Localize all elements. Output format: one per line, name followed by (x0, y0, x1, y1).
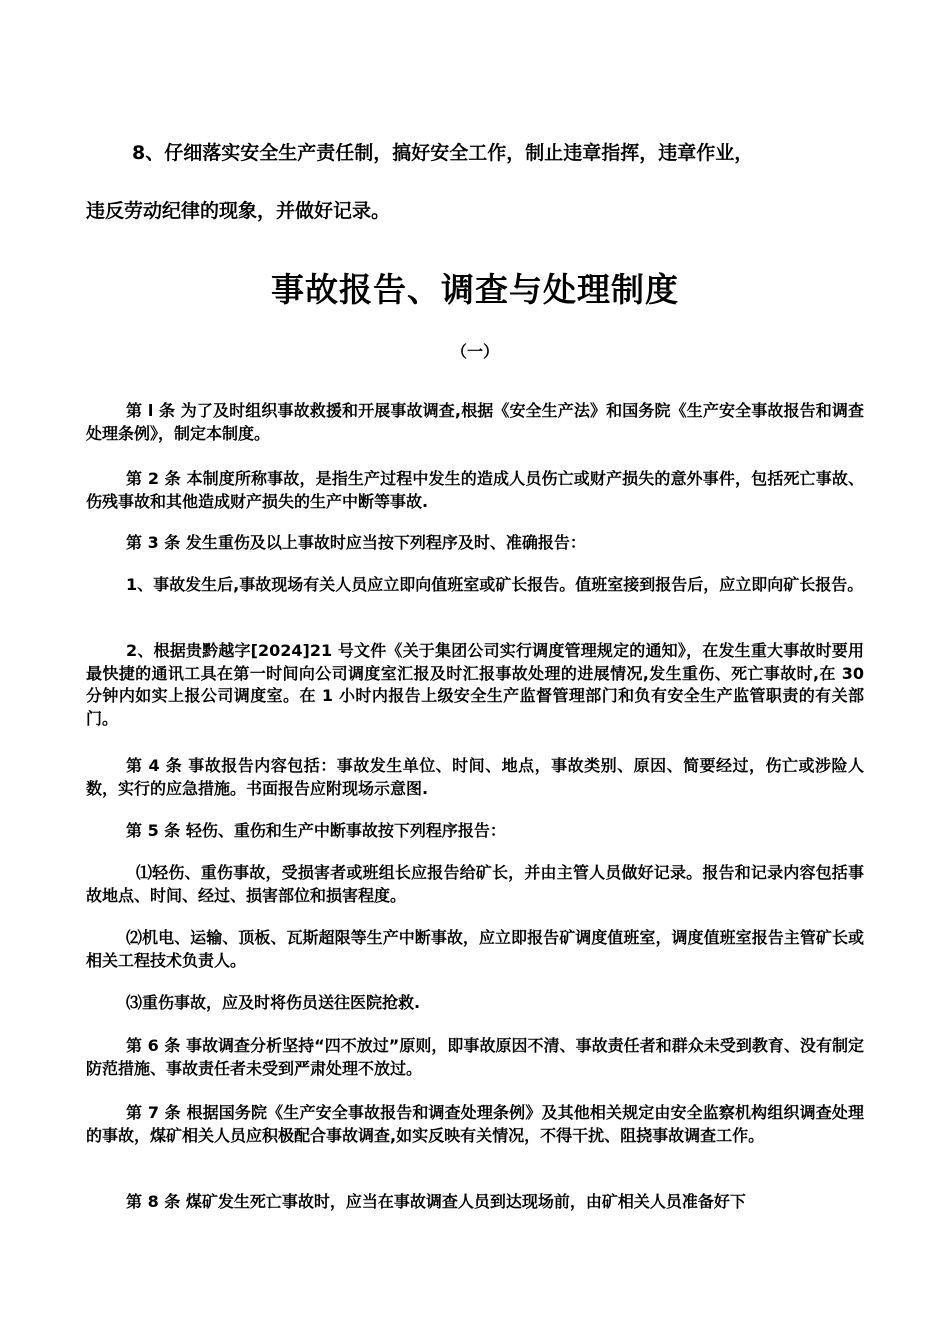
article-7: 第 7 条 根据国务院《生产安全事故报告和调查处理条例》及其他相关规定由安全监察机构组织调查处理的事故，煤矿相关人员应积极配合事故调查,如实反映有关情况，不得干扰、阻挠事故调查工作。 (86, 1103, 864, 1145)
article-3-item-2: 2、根据贵黔越字[2024]21 号文件《关于集团公司实行调度管理规定的通知》，在发生重大事故时要用最快捷的通讯工具在第一时间向公司调度室汇报及时汇报事故处理的进展情况,发生重伤、死亡事故时,在 30 分钟内如实上报公司调度室。在 1 小时内报告上级安全生产监督管理部门和负有安全生产监管职责的有关部门。 (86, 641, 864, 728)
intro-line-1: 8、仔细落实安全生产责任制，搞好安全工作，制止违章指挥，违章作业， (132, 142, 754, 164)
article-5-item-3: ⑶重伤事故，应及时将伤员送往医院抢救. (126, 993, 421, 1012)
intro-line-2: 违反劳动纪律的现象，并做好记录。 (86, 200, 391, 222)
article-3-item-1: 1、事故发生后,事故现场有关人员应立即向值班室或矿长报告。值班室接到报告后，应立即向矿长报告。 (126, 575, 864, 594)
article-5-item-2: ⑵机电、运输、顶板、瓦斯超限等生产中断事故，应立即报告矿调度值班室，调度值班室报告主管矿长或相关工程技术负责人。 (86, 928, 864, 970)
article-1: 第 l 条 为了及时组织事故救援和开展事故调查,根据《安全生产法》和国务院《生产安全事故报告和调查处理条例》，制定本制度。 (86, 401, 864, 443)
article-5: 第 5 条 轻伤、重伤和生产中断事故按下列程序报告： (126, 821, 506, 840)
document-title: 事故报告、调查与处理制度 (271, 270, 679, 309)
article-3: 第 3 条 发生重伤及以上事故时应当按下列程序及时、准确报告： (126, 533, 586, 552)
section-marker: （一） (450, 342, 499, 361)
article-5-item-1: ⑴轻伤、重伤事故，受损害者或班组长应报告给矿长，并由主管人员做好记录。报告和记录内容包括事故地点、时间、经过、损害部位和损害程度。 (86, 863, 864, 905)
article-4: 第 4 条 事故报告内容包括：事故发生单位、时间、地点，事故类别、原因、简要经过，伤亡或涉险人数，实行的应急措施。书面报告应附现场示意图. (86, 756, 864, 798)
article-6: 第 6 条 事故调查分析坚持“四不放过”原则，即事故原因不清、事故责任者和群众未受到教育、没有制定防范措施、事故责任者未受到严肃处理不放过。 (86, 1036, 864, 1078)
article-8: 第 8 条 煤矿发生死亡事故时，应当在事故调查人员到达现场前，由矿相关人员准备好下 (126, 1192, 746, 1211)
article-2: 第 2 条 本制度所称事故，是指生产过程中发生的造成人员伤亡或财产损失的意外事件，包括死亡事故、伤残事故和其他造成财产损失的生产中断等事故. (86, 469, 864, 511)
